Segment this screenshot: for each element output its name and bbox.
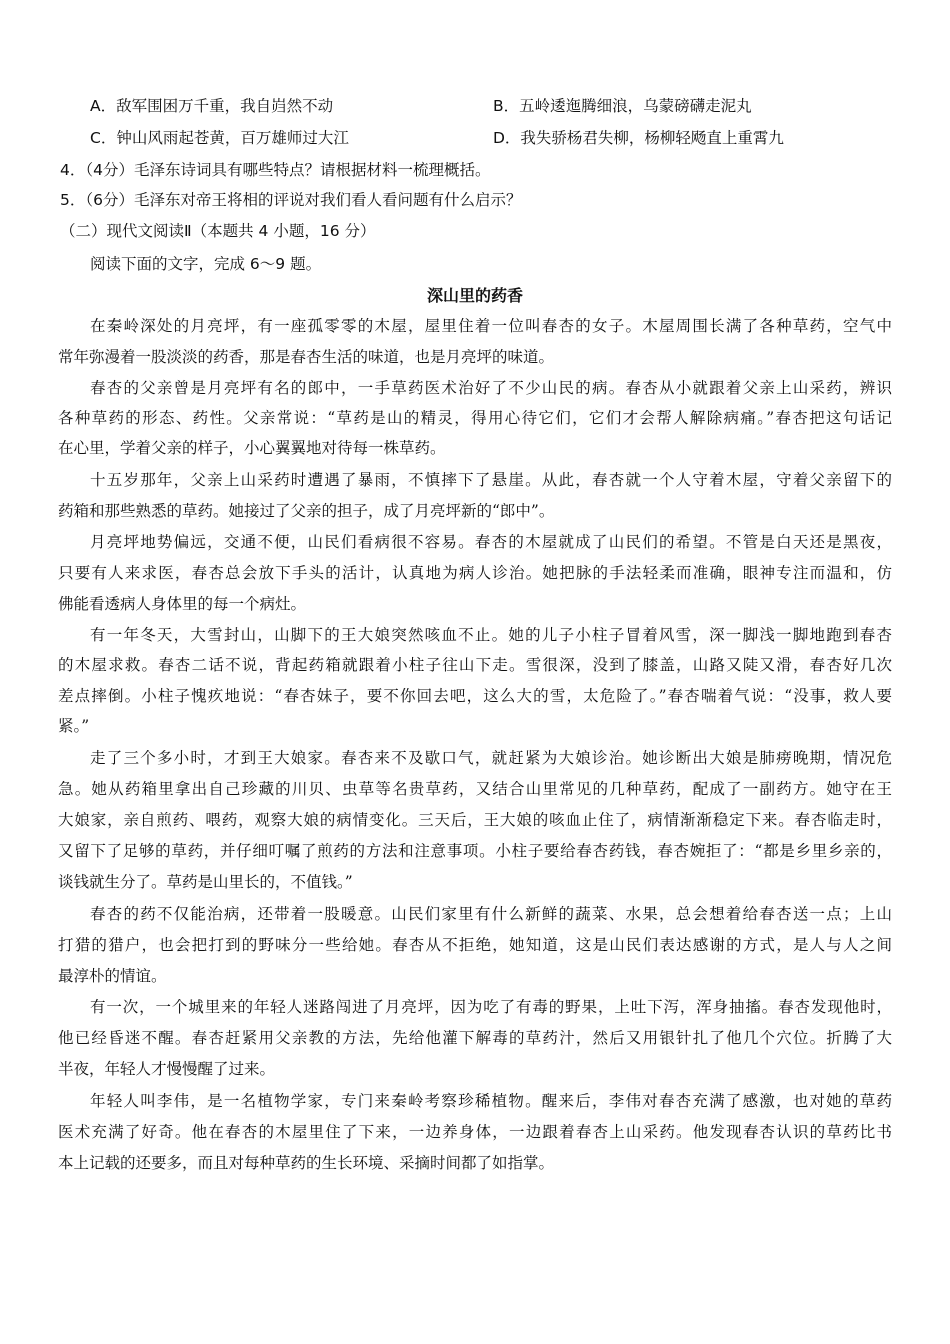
paragraph-5-line: 紧。” bbox=[58, 717, 90, 735]
paragraph-9-line: 本上记载的还要多，而且对每种草药的生长环境、采摘时间都了如指掌。 bbox=[58, 1154, 555, 1172]
question-5: 5．（6分）毛泽东对帝王将相的评说对我们看人看问题有什么启示？ bbox=[60, 191, 522, 209]
question-4: 4．（4分）毛泽东诗词具有哪些特点？请根据材料一梳理概括。 bbox=[60, 161, 491, 179]
paragraph-6-line: 大娘家，亲自煎药、喂药，观察大娘的病情变化。三天后，王大娘的咳血止住了，病情渐渐稳定下来。春杏临走时， bbox=[58, 811, 892, 829]
option-c: C．钟山风雨起苍黄，百万雄师过大江 bbox=[90, 129, 349, 147]
paragraph-9-line: 年轻人叫李伟，是一名植物学家，专门来秦岭考察珍稀植物。醒来后，李伟对春杏充满了感激，也对她的草药 bbox=[90, 1092, 892, 1110]
paragraph-8-line: 有一次，一个城里来的年轻人迷路闯进了月亮坪，因为吃了有毒的野果，上吐下泻，浑身抽搐。春杏发现他时， bbox=[90, 998, 892, 1016]
paragraph-6-line: 走了三个多小时，才到王大娘家。春杏来不及歇口气，就赶紧为大娘诊治。她诊断出大娘是肺痨晚期，情况危 bbox=[90, 749, 892, 767]
option-b: B．五岭逶迤腾细浪，乌蒙磅礴走泥丸 bbox=[493, 97, 752, 115]
paragraph-6-line: 谈钱就生分了。草药是山里长的，不值钱。” bbox=[58, 873, 353, 891]
section-instruction: 阅读下面的文字，完成 6～9 题。 bbox=[90, 255, 322, 273]
paragraph-8-line: 半夜，年轻人才慢慢醒了过来。 bbox=[58, 1060, 276, 1078]
paragraph-7-line: 春杏的药不仅能治病，还带着一股暖意。山民们家里有什么新鲜的蔬菜、水果，总会想着给春杏送一点；上山 bbox=[90, 905, 892, 923]
story-title: 深山里的药香 bbox=[426, 286, 523, 305]
paragraph-5-line: 有一年冬天，大雪封山，山脚下的王大娘突然咳血不止。她的儿子小柱子冒着风雪，深一脚浅一脚地跑到春杏 bbox=[90, 626, 892, 644]
paragraph-5-line: 的木屋求救。春杏二话不说，背起药箱就跟着小柱子往山下走。雪很深，没到了膝盖，山路又陡又滑，春杏好几次 bbox=[58, 656, 892, 674]
paragraph-1-line: 在秦岭深处的月亮坪，有一座孤零零的木屋，屋里住着一位叫春杏的女子。木屋周围长满了各种草药，空气中 bbox=[90, 317, 892, 335]
paragraph-4-line: 只要有人来求医，春杏总会放下手头的活计，认真地为病人诊治。她把脉的手法轻柔而准确，眼神专注而温和，仿 bbox=[58, 564, 892, 582]
paragraph-3-line: 十五岁那年，父亲上山采药时遭遇了暴雨，不慎摔下了悬崖。从此，春杏就一个人守着木屋，守着父亲留下的 bbox=[90, 471, 892, 489]
paragraph-2-line: 春杏的父亲曾是月亮坪有名的郎中，一手草药医术治好了不少山民的病。春杏从小就跟着父亲上山采药，辨识 bbox=[90, 379, 892, 397]
paragraph-6-line: 急。她从药箱里拿出自己珍藏的川贝、虫草等名贵草药，又结合山里常见的几种草药，配成了一副药方。她守在王 bbox=[58, 780, 892, 798]
paragraph-3-line: 药箱和那些熟悉的草药。她接过了父亲的担子，成了月亮坪新的“郎中”。 bbox=[58, 502, 555, 520]
paragraph-8-line: 他已经昏迷不醒。春杏赶紧用父亲教的方法，先给他灌下解毒的草药汁，然后又用银针扎了他几个穴位。折腾了大 bbox=[58, 1029, 892, 1047]
paragraph-9-line: 医术充满了好奇。他在春杏的木屋里住了下来，一边养身体，一边跟着春杏上山采药。他发现春杏认识的草药比书 bbox=[58, 1123, 892, 1141]
paragraph-4-line: 月亮坪地势偏远，交通不便，山民们看病很不容易。春杏的木屋就成了山民们的希望。不管是白天还是黑夜， bbox=[90, 533, 892, 551]
paragraph-5-line: 差点摔倒。小柱子愧疚地说：“春杏妹子，要不你回去吧，这么大的雪，太危险了。”春杏喘着气说：“没事，救人要 bbox=[58, 687, 892, 705]
paragraph-7-line: 打猎的猎户，也会把打到的野味分一些给她。春杏从不拒绝，她知道，这是山民们表达感谢的方式，是人与人之间 bbox=[58, 936, 892, 954]
option-d: D．我失骄杨君失柳，杨柳轻飏直上重霄九 bbox=[493, 129, 784, 147]
paragraph-2-line: 在心里，学着父亲的样子，小心翼翼地对待每一株草药。 bbox=[58, 439, 446, 457]
paragraph-2-line: 各种草药的形态、药性。父亲常说：“草药是山的精灵，得用心待它们，它们才会帮人解除病痛。”春杏把这句话记 bbox=[58, 409, 892, 427]
paragraph-1-line: 常年弥漫着一股淡淡的药香，那是春杏生活的味道，也是月亮坪的味道。 bbox=[58, 348, 555, 366]
paragraph-7-line: 最淳朴的情谊。 bbox=[58, 967, 167, 985]
paragraph-4-line: 佛能看透病人身体里的每一个病灶。 bbox=[58, 595, 307, 613]
paragraph-6-line: 又留下了足够的草药，并仔细叮嘱了煎药的方法和注意事项。小柱子要给春杏药钱，春杏婉拒了：“都是乡里乡亲的， bbox=[58, 842, 892, 860]
option-a: A．敌军围困万千重，我自岿然不动 bbox=[90, 97, 334, 115]
section-heading: （二）现代文阅读Ⅱ（本题共 4 小题，16 分） bbox=[60, 222, 376, 240]
